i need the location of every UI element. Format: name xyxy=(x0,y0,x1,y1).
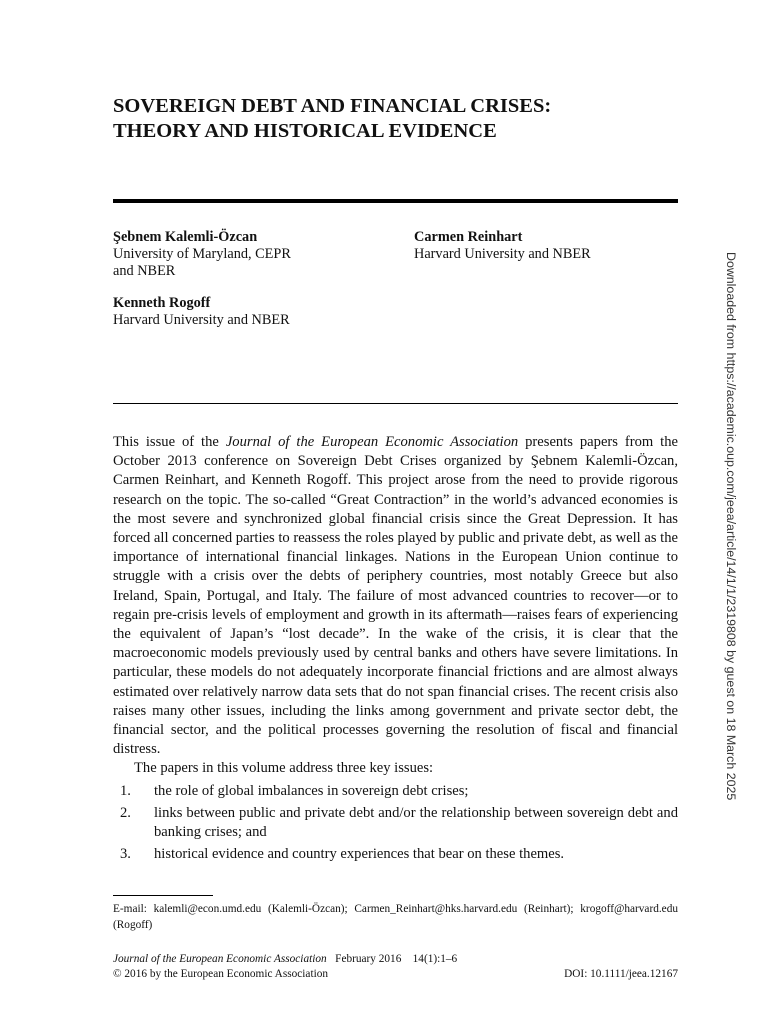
list-item-text: the role of global imbalances in sovereign debt crises; xyxy=(154,782,469,799)
list-item-text: historical evidence and country experiences that bear on these themes. xyxy=(154,846,565,863)
body-text-segment: This issue of the xyxy=(113,434,226,450)
journal-name-inline: Journal of the European Economic Association xyxy=(225,434,519,450)
journal-name: Journal of the European Economic Association xyxy=(113,953,327,965)
list-item-number: 3. xyxy=(120,846,131,863)
body-paragraph-2: The papers in this volume address three key issues: xyxy=(134,760,434,777)
author-affiliation: Harvard University and NBER xyxy=(414,246,591,262)
paper-title-line-1: SOVEREIGN DEBT AND FINANCIAL CRISES: xyxy=(113,95,552,117)
body-text xyxy=(113,433,678,864)
list-item-number: 2. xyxy=(120,804,131,821)
copyright-line xyxy=(113,967,678,982)
author-block-kalemli-ozcan xyxy=(113,229,343,280)
list-item-number: 1. xyxy=(120,782,131,799)
journal-date: February 2016 xyxy=(335,953,402,965)
doi: DOI: 10.1111/jeea.12167 xyxy=(564,968,678,980)
list-item xyxy=(113,804,678,842)
paper-title-line-2: THEORY AND HISTORICAL EVIDENCE xyxy=(113,120,497,142)
journal-volume: 14(1):1–6 xyxy=(412,953,458,965)
list-item xyxy=(113,845,678,864)
title-rule xyxy=(113,199,678,203)
author-affiliation-cont: and NBER xyxy=(113,263,176,279)
author-rule xyxy=(113,403,678,404)
author-block-reinhart xyxy=(414,229,674,263)
author-affiliation: Harvard University and NBER xyxy=(113,312,290,328)
author-name: Şebnem Kalemli-Özcan xyxy=(113,229,258,245)
author-name: Kenneth Rogoff xyxy=(113,295,211,311)
author-block-rogoff xyxy=(113,295,373,329)
copyright: © 2016 by the European Economic Association xyxy=(113,968,329,980)
download-watermark: Downloaded from https://academic.oup.com/jeea/article/14/1/1/2319808 by guest on 18 March 2025 xyxy=(724,252,738,801)
journal-citation xyxy=(113,952,457,967)
key-issues-list xyxy=(113,782,678,865)
list-item-text: links between public and private debt and/or the relationship between sovereign debt and banking crises; and xyxy=(154,804,678,841)
footnote-rule xyxy=(113,895,213,896)
author-affiliation: University of Maryland, CEPR xyxy=(113,246,291,262)
list-item xyxy=(113,782,678,801)
footnote-emails: E-mail: kalemli@econ.umd.edu (Kalemli-Özcan); Carmen_Reinhart@hks.harvard.edu (Reinhart); krogoff@harvard.edu (Rogoff) xyxy=(113,903,678,931)
author-name: Carmen Reinhart xyxy=(414,229,523,245)
body-paragraph-1 xyxy=(113,433,678,759)
paper-title xyxy=(113,94,683,144)
body-text-segment: presents papers from the October 2013 conference on Sovereign Debt Crises organized by Şebnem Kalemli-Özcan, Carmen Reinhart, and Kenneth Rogoff. This project arose from the need to provide rigorous research on the topic. The so-called “Great Contraction” in the world’s advanced economies is the most severe and synchronized global financial crisis since the Great Depression. It has forced all concerned parties to reassess the roles played by public and private debt, as well as the importance of international financial linkages. Nations in the European Union continue to struggle with a crisis over the debts of periphery countries, most notably Greece but also Ireland, Spain, Portugal, and Italy. The failure of most advanced countries to recover—or to regain pre-crisis levels of employment and growth in its aftermath—raises fears of experiencing the equivalent of Japan’s “lost decade”. In the wake of the crisis, it is clear that the macroeconomic models previously used by central banks and others have severe limitations. In particular, these models do not adequately incorporate financial frictions and are almost always estimated over relatively narrow data sets that do not span financial crises. The recent crisis also raises many other issues, including the links among government and private sector debt, the financial sector, and the political processes governing the resolution of fiscal and financial distress. xyxy=(113,434,679,758)
